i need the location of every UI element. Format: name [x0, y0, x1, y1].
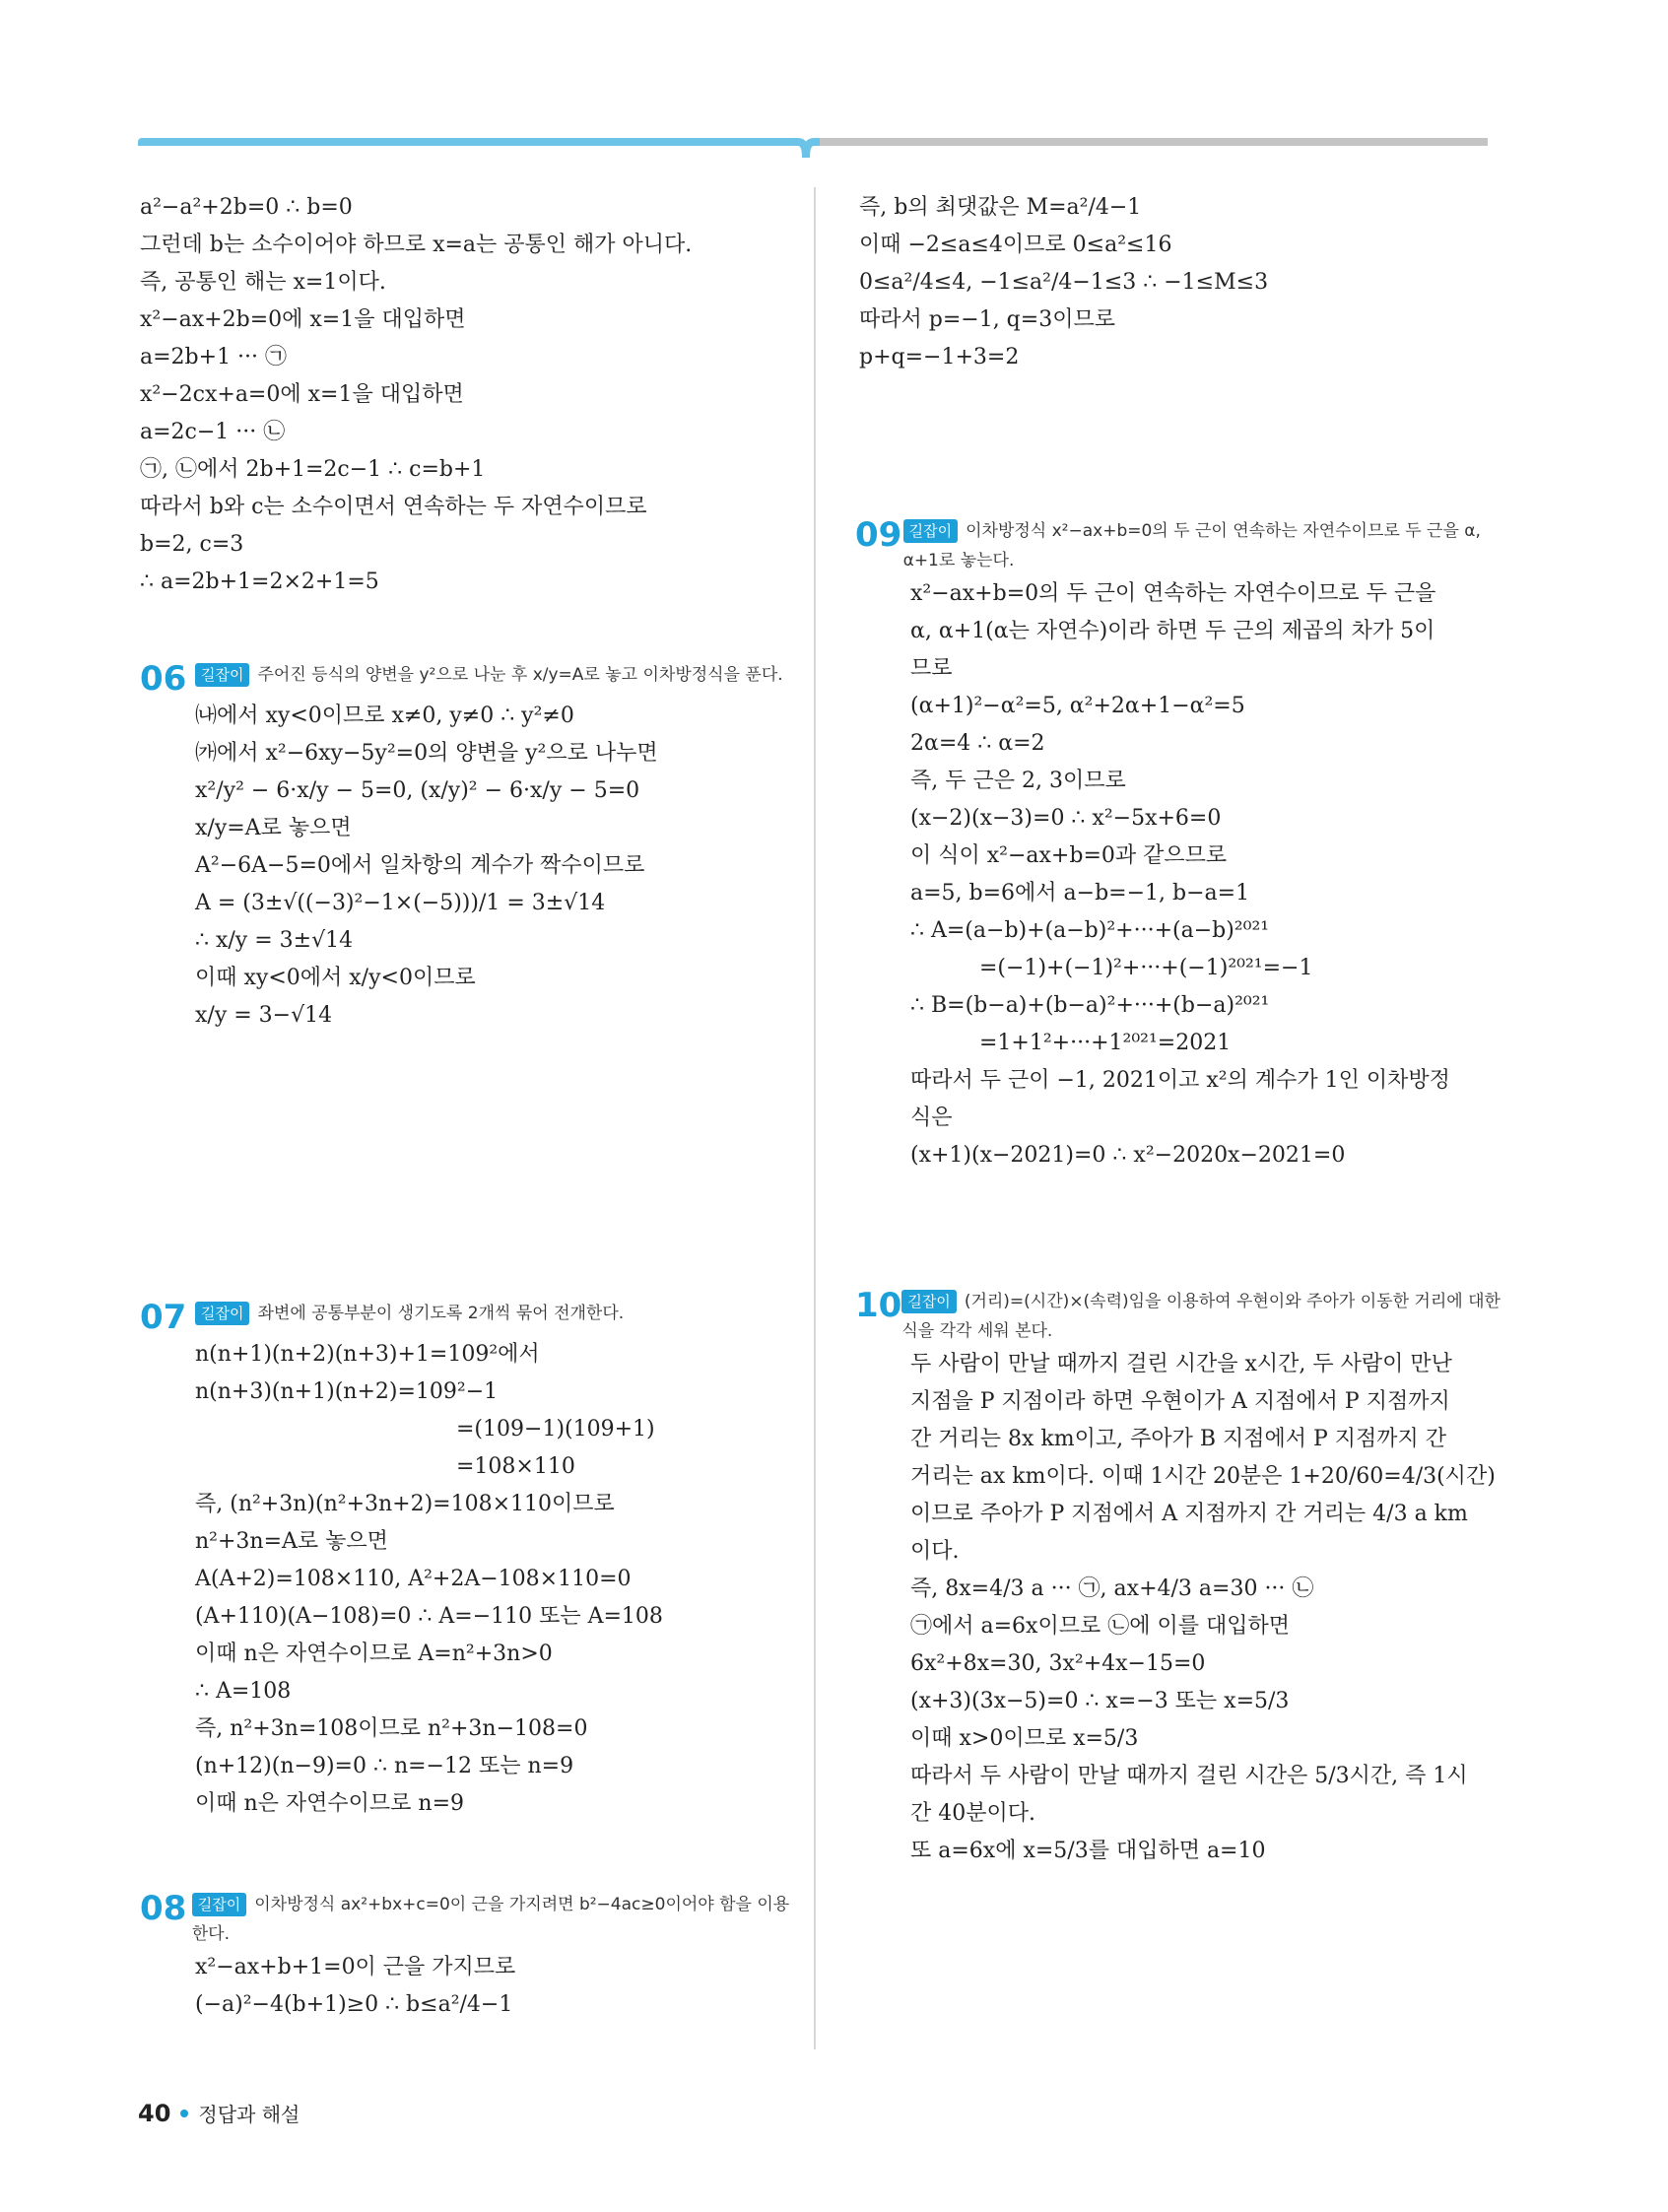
- text-line: 거리는 ax km이다. 이때 1시간 20분은 1+20/60=4/3(시간): [910, 1464, 1496, 1489]
- text-line: p+q=−1+3=2: [859, 345, 1020, 369]
- column-divider: [814, 187, 816, 2049]
- text-line: 2α=4 ∴ α=2: [910, 731, 1045, 756]
- text-line: a²−a²+2b=0 ∴ b=0: [140, 195, 353, 220]
- text-line: 즉, 두 근은 2, 3이므로: [910, 769, 1126, 793]
- hint-text: [195, 1299, 624, 1328]
- text-line: (A+110)(A−108)=0 ∴ A=−110 또는 A=108: [195, 1604, 663, 1629]
- text-line: 이때 n은 자연수이므로 A=n²+3n>0: [195, 1642, 553, 1666]
- text-line: 지점을 P 지점이라 하면 우현이가 A 지점에서 P 지점까지: [910, 1389, 1450, 1414]
- hint-body: 이차방정식 ax²+bx+c=0이 근을 가지려면 b²−4ac≥0이어야 함을 이용한다.: [191, 1895, 790, 1944]
- page-footer: [138, 2099, 300, 2127]
- text-line: ∴ A=108: [195, 1679, 292, 1704]
- solution-body: [140, 1949, 790, 2024]
- text-line: 이때 xy<0에서 x/y<0이므로: [195, 966, 476, 990]
- text-line: 이때 x>0이므로 x=5/3: [910, 1726, 1139, 1751]
- text-line: n(n+1)(n+2)(n+3)+1=109²에서: [195, 1342, 540, 1367]
- text-line: (−a)²−4(b+1)≥0 ∴ b≤a²/4−1: [195, 1992, 513, 2017]
- text-line: a=2b+1 ··· ㉠: [140, 345, 288, 369]
- left-column: [140, 189, 790, 601]
- solution-body: [855, 575, 1505, 1174]
- hint-badge: 길잡이: [195, 1302, 249, 1325]
- text-line: A²−6A−5=0에서 일차항의 계수가 짝수이므로: [195, 853, 645, 878]
- solution-body: [140, 698, 790, 1035]
- text-line: ∴ a=2b+1=2×2+1=5: [140, 570, 379, 594]
- text-line: 따라서 두 사람이 만날 때까지 걸린 시간은 5/3시간, 즉 1시: [910, 1764, 1468, 1788]
- solution-body: [140, 1336, 790, 1823]
- text-line: 즉, b의 최댓값은 M=a²/4−1: [859, 195, 1142, 220]
- hint-text: [903, 516, 1505, 575]
- question-header: [140, 1299, 790, 1336]
- text-line: 0≤a²/4≤4, −1≤a²/4−1≤3 ∴ −1≤M≤3: [859, 270, 1269, 295]
- hint-body: 좌변에 공통부분이 생기도록 2개씩 묶어 전개한다.: [257, 1304, 625, 1323]
- solution-10: [855, 1287, 1505, 1870]
- bullet-dot-icon: [180, 2110, 188, 2117]
- hint-badge: 길잡이: [195, 663, 249, 687]
- solution-08-continued: [859, 189, 1500, 376]
- question-header: [140, 1890, 790, 1949]
- page-number: 40: [138, 2099, 171, 2127]
- text-line: 므로: [910, 656, 953, 681]
- solution-08: [140, 1890, 790, 2024]
- text-line: 간 40분이다.: [910, 1801, 1035, 1826]
- text-line: b=2, c=3: [140, 532, 244, 557]
- text-line: 이때 n은 자연수이므로 n=9: [195, 1791, 465, 1816]
- text-line: 이 식이 x²−ax+b=0과 같으므로: [910, 843, 1228, 868]
- text-line: 즉, (n²+3n)(n²+3n+2)=108×110이므로: [195, 1492, 615, 1516]
- text-line: x/y = 3−√14: [195, 1003, 333, 1028]
- question-number: 06: [140, 659, 187, 699]
- hint-text: [901, 1287, 1505, 1346]
- text-line: 따라서 b와 c는 소수이면서 연속하는 두 자연수이므로: [140, 495, 647, 519]
- text-line: A(A+2)=108×110, A²+2A−108×110=0: [195, 1567, 632, 1591]
- text-line: =(109−1)(109+1): [456, 1417, 655, 1441]
- text-line: ㉠, ㉡에서 2b+1=2c−1 ∴ c=b+1: [140, 457, 486, 482]
- solution-06: [140, 660, 790, 1035]
- hint-text: [192, 1890, 790, 1949]
- question-number: 10: [855, 1286, 902, 1325]
- hint-body: (거리)=(시간)×(속력)임을 이용하여 우현이와 주아가 이동한 거리에 대한 식을 각각 세워 본다.: [901, 1292, 1501, 1341]
- solution-05-continued: [140, 189, 790, 601]
- text-line: (n+12)(n−9)=0 ∴ n=−12 또는 n=9: [195, 1754, 574, 1778]
- text-line: ㈎에서 x²−6xy−5y²=0의 양변을 y²으로 나누면: [195, 741, 658, 766]
- text-line: 따라서 두 근이 −1, 2021이고 x²의 계수가 1인 이차방정: [910, 1068, 1450, 1093]
- text-line: (α+1)²−α²=5, α²+2α+1−α²=5: [910, 694, 1245, 718]
- text-line: a=2c−1 ··· ㉡: [140, 420, 286, 444]
- question-header: [855, 516, 1505, 575]
- text-line: 식은: [910, 1106, 953, 1130]
- text-line: 즉, 8x=4/3 a ··· ㉠, ax+4/3 a=30 ··· ㉡: [910, 1576, 1314, 1601]
- text-line: 이므로 주아가 P 지점에서 A 지점까지 간 거리는 4/3 a km: [910, 1502, 1468, 1526]
- text-line: (x+1)(x−2021)=0 ∴ x²−2020x−2021=0: [910, 1143, 1346, 1168]
- header-bar-right: [820, 138, 1488, 146]
- text-line: A = (3±√((−3)²−1×(−5)))/1 = 3±√14: [195, 891, 606, 915]
- text-line: 이다.: [910, 1539, 960, 1564]
- text-line: 간 거리는 8x km이고, 주아가 B 지점에서 P 지점까지 간: [910, 1427, 1447, 1451]
- question-number: 08: [140, 1889, 187, 1928]
- solution-07: [140, 1299, 790, 1823]
- text-line: 그런데 b는 소수이어야 하므로 x=a는 공통인 해가 아니다.: [140, 233, 693, 257]
- text-line: x²/y² − 6·x/y − 5=0, (x/y)² − 6·x/y − 5=0: [195, 778, 640, 803]
- text-line: (x+3)(3x−5)=0 ∴ x=−3 또는 x=5/3: [910, 1689, 1290, 1713]
- hint-text: [195, 660, 783, 690]
- text-line: (x−2)(x−3)=0 ∴ x²−5x+6=0: [910, 806, 1222, 831]
- solution-09: [855, 516, 1505, 1174]
- text-line: 즉, 공통인 해는 x=1이다.: [140, 270, 386, 295]
- text-line: x/y=A로 놓으면: [195, 816, 352, 840]
- text-line: a=5, b=6에서 a−b=−1, b−a=1: [910, 881, 1250, 905]
- text-line: x²−ax+b=0의 두 근이 연속하는 자연수이므로 두 근을: [910, 581, 1436, 606]
- text-line: 6x²+8x=30, 3x²+4x−15=0: [910, 1651, 1206, 1676]
- hint-body: 이차방정식 x²−ax+b=0의 두 근이 연속하는 자연수이므로 두 근을 α, α+1로 놓는다.: [902, 521, 1481, 570]
- text-line: n²+3n=A로 놓으면: [195, 1529, 388, 1554]
- text-line: =(−1)+(−1)²+···+(−1)²⁰²¹=−1: [979, 956, 1313, 980]
- section-title: 정답과 해설: [198, 2103, 300, 2126]
- text-line: =1+1²+···+1²⁰²¹=2021: [979, 1031, 1232, 1055]
- text-line: x²−ax+b+1=0이 근을 가지므로: [195, 1955, 516, 1979]
- hint-badge: 길잡이: [901, 1290, 956, 1313]
- hint-badge: 길잡이: [192, 1893, 246, 1916]
- text-line: ∴ x/y = 3±√14: [195, 928, 354, 953]
- hint-badge: 길잡이: [903, 519, 958, 543]
- text-line: 두 사람이 만날 때까지 걸린 시간을 x시간, 두 사람이 만난: [910, 1352, 1452, 1376]
- text-line: 즉, n²+3n=108이므로 n²+3n−108=0: [195, 1716, 588, 1741]
- question-number: 09: [855, 515, 902, 555]
- text-line: x²−ax+2b=0에 x=1을 대입하면: [140, 307, 466, 332]
- hint-body: 주어진 등식의 양변을 y²으로 나눈 후 x/y=A로 놓고 이차방정식을 푼다.: [257, 665, 783, 685]
- question-header: [140, 660, 790, 698]
- question-header: [855, 1287, 1505, 1346]
- text-line: ∴ A=(a−b)+(a−b)²+···+(a−b)²⁰²¹: [910, 918, 1270, 943]
- header-bar-left: [138, 138, 798, 146]
- text-line: ㉠에서 a=6x이므로 ㉡에 이를 대입하면: [910, 1614, 1290, 1639]
- text-line: ∴ B=(b−a)+(b−a)²+···+(b−a)²⁰²¹: [910, 993, 1270, 1018]
- right-column: [859, 189, 1500, 376]
- text-line: =108×110: [456, 1454, 575, 1479]
- text-line: 이때 −2≤a≤4이므로 0≤a²≤16: [859, 233, 1172, 257]
- text-line: x²−2cx+a=0에 x=1을 대입하면: [140, 382, 464, 407]
- text-line: n(n+3)(n+1)(n+2)=109²−1: [195, 1379, 499, 1404]
- text-line: 또 a=6x에 x=5/3를 대입하면 a=10: [910, 1839, 1266, 1863]
- text-line: 따라서 p=−1, q=3이므로: [859, 307, 1115, 332]
- text-line: ㈏에서 xy<0이므로 x≠0, y≠0 ∴ y²≠0: [195, 704, 574, 728]
- solution-body: [855, 1346, 1505, 1870]
- question-number: 07: [140, 1298, 187, 1337]
- text-line: α, α+1(α는 자연수)이라 하면 두 근의 제곱의 차가 5이: [910, 619, 1435, 643]
